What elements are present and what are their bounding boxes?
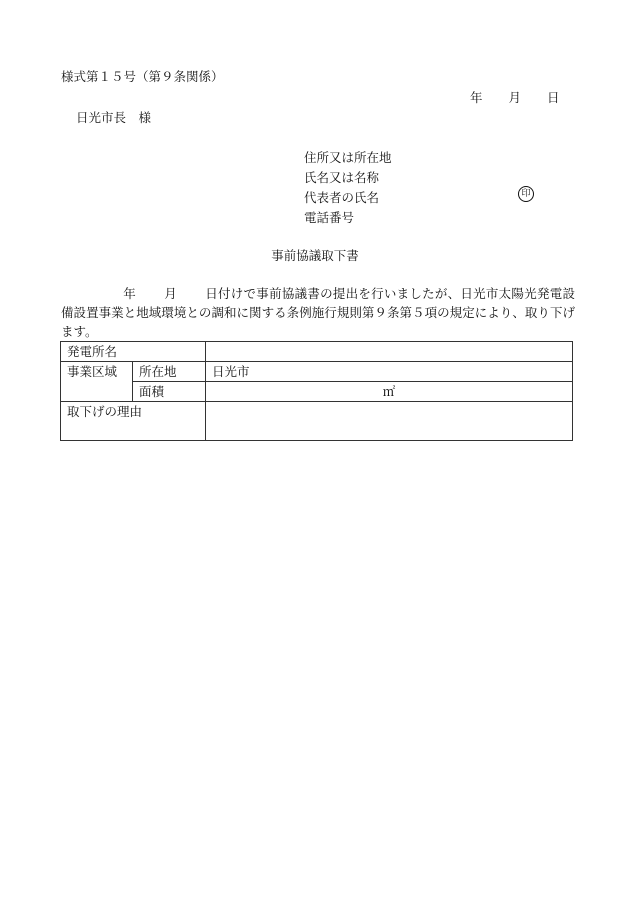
applicant-name-label: 氏名又は名称 [304,170,380,185]
detail-table [60,341,573,441]
plant-name-label: 発電所名 [61,342,206,362]
form-number: 様式第１５号（第９条関係） [61,69,224,84]
table-row-reason [61,402,573,441]
reason-label: 取下げの理由 [61,402,206,441]
area-label: 面積 [133,382,206,402]
body-text: 日付けで事前協議書の提出を行いましたが、日光市太陽光発電設備設置事業と地域環境との調和に関する条例施行規則第９条第５項の規定により、取り下げます。 [61,286,575,339]
applicant-address-label: 住所又は所在地 [304,150,392,165]
body-month-label: 月 [164,286,178,301]
body-year-label: 年 [123,286,137,301]
location-label: 所在地 [133,362,206,382]
date-month-label: 月 [508,90,522,105]
date-year-label: 年 [470,90,483,105]
document-title: 事前協議取下書 [271,248,359,263]
reason-field[interactable] [206,402,573,441]
phone-label: 電話番号 [304,210,355,225]
plant-name-field[interactable] [206,342,573,362]
seal-mark: 印 [518,186,534,202]
area-field[interactable] [206,382,573,402]
area-unit: ㎡ [382,384,396,399]
table-row-location [61,362,573,382]
body-paragraph [61,284,575,341]
date-line [470,88,560,106]
project-area-label: 事業区域 [61,362,133,402]
location-field[interactable]: 日光市 [206,362,573,382]
representative-name-label: 代表者の氏名 [304,190,380,205]
table-row-area [61,382,573,402]
table-row-plant-name [61,342,573,362]
addressee: 日光市長 様 [76,110,152,125]
date-day-label: 日 [547,90,560,105]
